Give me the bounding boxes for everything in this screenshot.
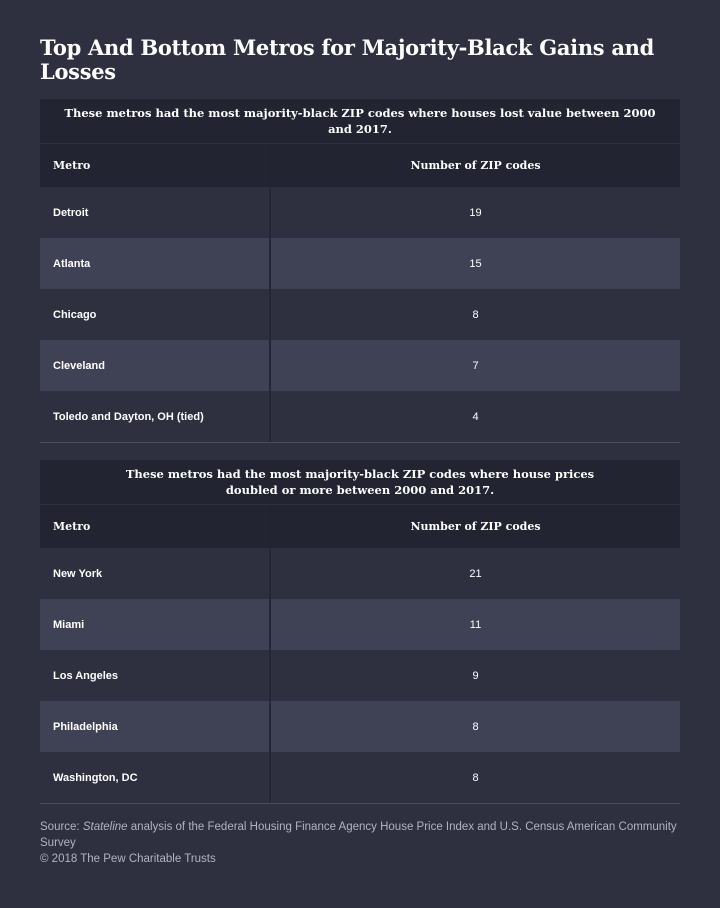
gains-table bbox=[40, 460, 680, 804]
caption-line: These metros had the most majority-black ZIP codes where house prices bbox=[125, 467, 595, 481]
count-cell: 19 bbox=[469, 206, 482, 219]
metro-cell: Miami bbox=[40, 599, 271, 650]
table-row bbox=[40, 650, 680, 701]
footer bbox=[40, 819, 680, 867]
table-row bbox=[40, 238, 680, 289]
table-header-row bbox=[40, 143, 680, 187]
metro-cell: Cleveland bbox=[40, 340, 271, 391]
count-cell: 7 bbox=[472, 359, 479, 372]
source-note bbox=[40, 819, 680, 851]
count-cell: 8 bbox=[472, 771, 479, 784]
count-cell: 8 bbox=[472, 308, 479, 321]
table-row bbox=[40, 187, 680, 238]
table-row bbox=[40, 340, 680, 391]
table-row bbox=[40, 701, 680, 752]
table-caption: These metros had the most majority-black ZIP codes where houses lost value between 2000 and 2017. bbox=[40, 99, 680, 143]
metro-cell: Atlanta bbox=[40, 238, 271, 289]
caption-line: doubled or more between 2000 and 2017. bbox=[225, 483, 495, 497]
table-row bbox=[40, 391, 680, 442]
column-header-count: Number of ZIP codes bbox=[410, 520, 541, 533]
table-divider bbox=[40, 803, 680, 804]
source-text: analysis of the Federal Housing Finance Agency House Price Index and U.S. Census American Community Survey bbox=[40, 821, 677, 849]
count-cell: 15 bbox=[469, 257, 482, 270]
count-cell: 8 bbox=[472, 720, 479, 733]
copyright: © 2018 The Pew Charitable Trusts bbox=[40, 853, 216, 865]
column-header-metro: Metro bbox=[40, 144, 271, 187]
metro-cell: New York bbox=[40, 548, 271, 599]
page-title: Top And Bottom Metros for Majority-Black Gains and Losses bbox=[40, 35, 654, 84]
table-header-row bbox=[40, 504, 680, 548]
table-divider bbox=[40, 442, 680, 443]
metro-cell: Los Angeles bbox=[40, 650, 271, 701]
column-header-count: Number of ZIP codes bbox=[410, 159, 541, 172]
count-cell: 11 bbox=[469, 618, 482, 631]
metro-cell: Philadelphia bbox=[40, 701, 271, 752]
metro-cell: Detroit bbox=[40, 187, 271, 238]
source-prefix: Source: bbox=[40, 821, 83, 833]
column-header-metro: Metro bbox=[40, 505, 271, 548]
table-row bbox=[40, 599, 680, 650]
table-caption bbox=[40, 460, 680, 504]
table-row bbox=[40, 289, 680, 340]
table-row bbox=[40, 752, 680, 803]
count-cell: 4 bbox=[472, 410, 479, 423]
metro-cell: Washington, DC bbox=[40, 752, 271, 803]
count-cell: 9 bbox=[472, 669, 479, 682]
metro-cell: Chicago bbox=[40, 289, 271, 340]
count-cell: 21 bbox=[469, 567, 482, 580]
losses-table bbox=[40, 99, 680, 443]
metro-cell: Toledo and Dayton, OH (tied) bbox=[40, 391, 271, 442]
source-publication: Stateline bbox=[82, 821, 128, 833]
table-row bbox=[40, 548, 680, 599]
